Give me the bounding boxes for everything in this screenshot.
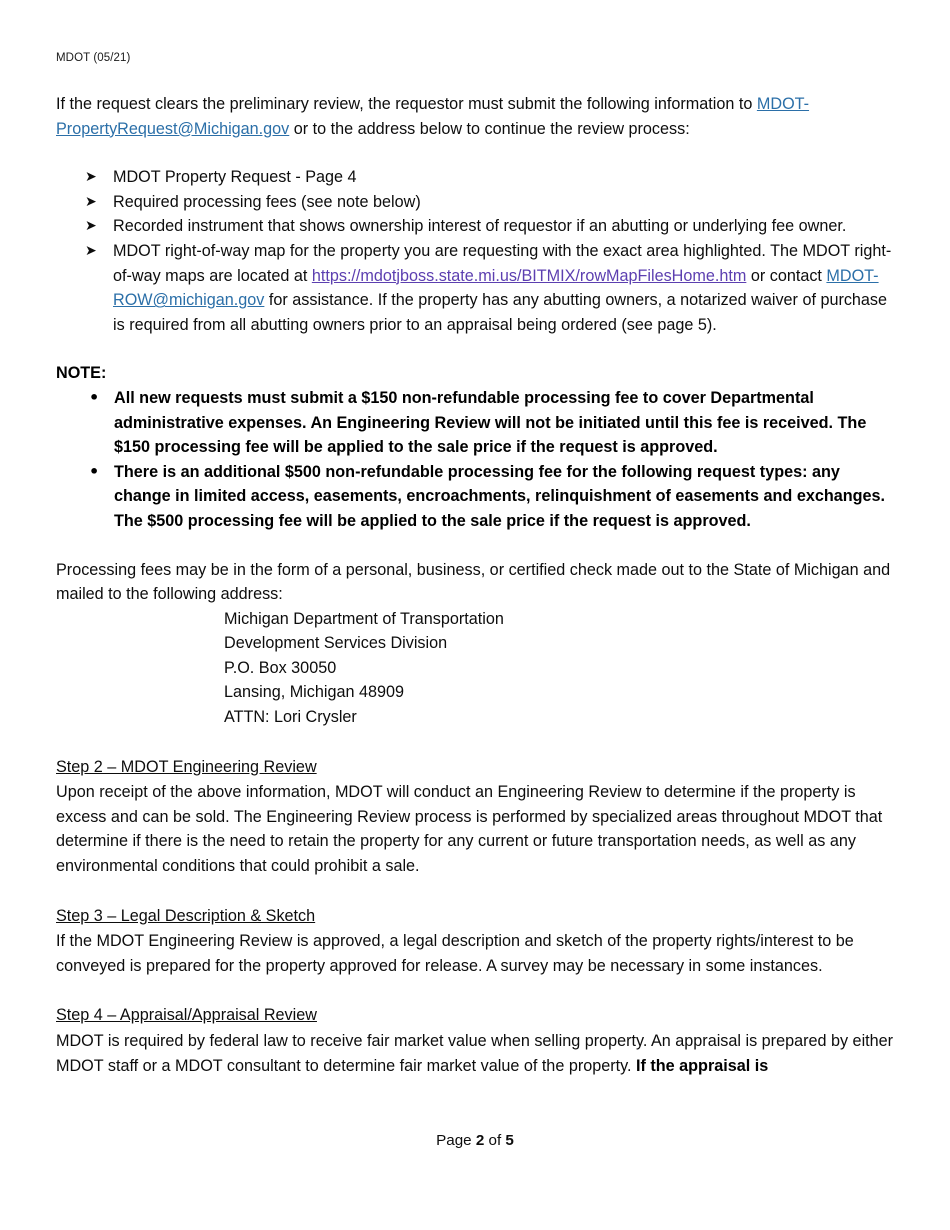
step-3-body: If the MDOT Engineering Review is approved, a legal description and sketch of the property rights/interest to be conveyed is prepared for the property approved for release. A survey may be necessary in some instances. (56, 932, 854, 975)
step-2-heading-row (56, 755, 894, 781)
property-request-email-link[interactable]: MDOT-PropertyRequest@Michigan.gov (56, 95, 810, 138)
document-header-stamp: MDOT (05/21) (56, 52, 131, 64)
step-4-heading: Step 4 – Appraisal/Appraisal Review (56, 1006, 317, 1025)
footer-prefix: Page (436, 1132, 476, 1149)
arrow-bullet-icon: ➤ (85, 169, 97, 186)
step-2-heading: Step 2 – MDOT Engineering Review (56, 757, 317, 776)
arrow-bullet-icon: ➤ (85, 218, 97, 235)
row-map-files-url-link[interactable]: https://mdotjboss.state.mi.us/BITMIX/rowMapFilesHome.htm (311, 266, 747, 285)
row-map-text-3: for assistance. If the property has any abutting owners, a notarized waiver of purchase is required from all abutting owners prior to an appraisal being ordered (see page 5). (113, 291, 888, 334)
intro-text-after-link: or to the address below to continue the review process: (289, 119, 690, 138)
list-item-label: Recorded instrument that shows ownership interest of requestor if an abutting or underlying fee owner. (113, 217, 847, 236)
spacer (56, 978, 894, 1003)
row-map-text-2: or contact (746, 266, 827, 285)
list-item (56, 460, 894, 534)
spacer (56, 534, 894, 558)
list-item-row-map (56, 239, 894, 337)
arrow-bullet-icon: ➤ (85, 242, 97, 259)
footer-current-page: 2 (475, 1132, 485, 1149)
list-item (56, 214, 894, 239)
step-4-body-bold: If the appraisal is (636, 1056, 769, 1075)
spacer (56, 879, 894, 904)
note-heading: NOTE: (56, 364, 107, 383)
step-4-body (56, 1029, 894, 1078)
step-2-body: Upon receipt of the above information, MDOT will conduct an Engineering Review to determine if the property is excess and can be sold. The Engineering Review process is performed by specialized areas throughout MDOT that determine if there is the need to retain the property for any current or future transportation needs, as well as any environmental conditions that could prohibit a sale. (56, 783, 883, 876)
dot-bullet-icon: • (89, 387, 100, 407)
footer-total-pages: 5 (505, 1132, 514, 1149)
footer-middle: of (484, 1132, 506, 1149)
step-4-body-normal: MDOT is required by federal law to receive fair market value when selling property. An appraisal is prepared by either MDOT staff or a MDOT consultant to determine fair market value of the property. (56, 1032, 894, 1075)
list-item-label: There is an additional $500 non-refundable processing fee for the following request types: any change in limited access, easements, encroachments, relinquishment of easements and exchanges. The $500 processing fee will be applied to the sale price if the request is approved. (114, 462, 885, 530)
address-line: P.O. Box 30050 (224, 658, 337, 677)
list-item (56, 190, 894, 215)
list-item-label: MDOT Property Request - Page 4 (113, 168, 357, 187)
mdot-row-email-link[interactable]: MDOT-ROW@michigan.gov (113, 266, 879, 310)
dot-bullet-icon: • (89, 461, 100, 481)
spacer (56, 141, 894, 165)
list-item-label: Required processing fees (see note below) (113, 192, 421, 211)
list-item (56, 165, 894, 190)
note-items-list (56, 386, 894, 534)
spacer (56, 337, 894, 361)
address-line: Lansing, Michigan 48909 (224, 683, 404, 702)
address-line: Michigan Department of Transportation (224, 609, 504, 628)
list-item-label: All new requests must submit a $150 non-refundable processing fee to cover Departmental administrative expenses. An Engineering Review will not be initiated until this fee is received. The $150 processing fee will be applied to the sale price if the request is approved. (114, 388, 867, 457)
intro-paragraph (56, 92, 894, 141)
intro-text-before-link: If the request clears the preliminary review, the requestor must submit the following information to (56, 95, 757, 113)
row-map-text-1: MDOT right-of-way map for the property you are requesting with the exact area highlighted. The MDOT right-of-way maps are located at (113, 241, 892, 285)
step-3-heading-row (56, 904, 894, 930)
step-3-heading: Step 3 – Legal Description & Sketch (56, 906, 316, 925)
address-line: ATTN: Lori Crysler (224, 708, 357, 727)
list-item (56, 386, 894, 460)
step-4-heading-row (56, 1003, 894, 1029)
page-footer (0, 1132, 950, 1149)
spacer (56, 730, 894, 755)
document-body (56, 92, 894, 1078)
processing-fees-paragraph: Processing fees may be in the form of a personal, business, or certified check made out to the State of Michigan and mailed to the following address: (56, 560, 891, 604)
arrow-bullet-icon: ➤ (85, 193, 97, 210)
submission-items-list (56, 165, 894, 337)
address-line: Development Services Division (224, 634, 448, 653)
mailing-address-block (224, 607, 894, 730)
